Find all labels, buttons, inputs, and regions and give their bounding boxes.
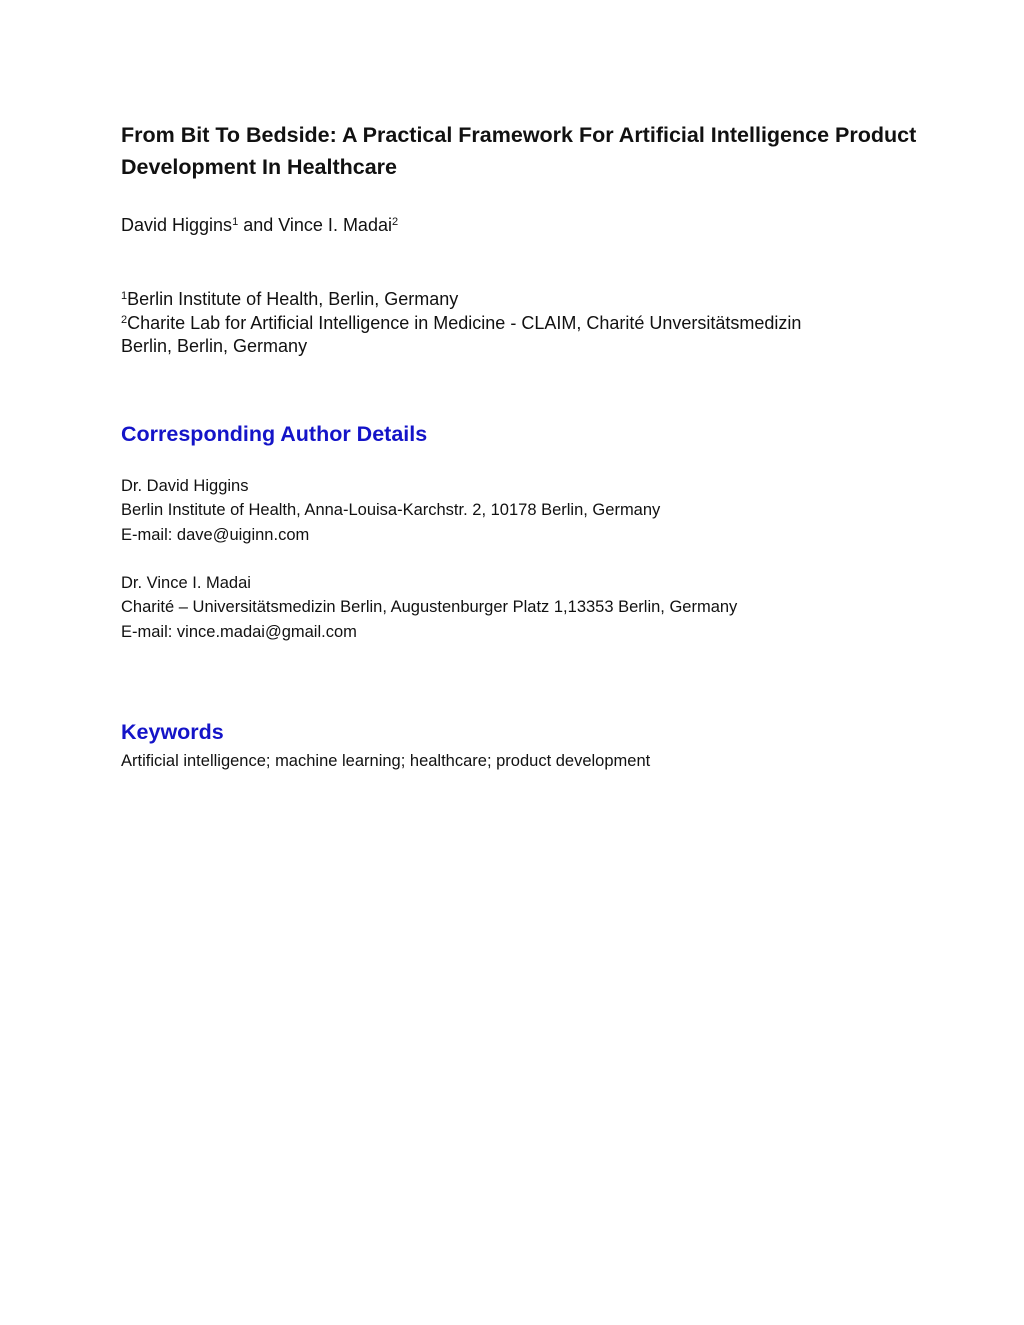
affiliation-2-continuation: Berlin, Berlin, Germany — [121, 336, 308, 356]
contact-address-2: Charité – Universitätsmedizin Berlin, Augustenburger Platz 1,13353 Berlin, Germany — [121, 598, 738, 617]
author-conjunction: and — [238, 215, 279, 235]
corresponding-author-heading: Corresponding Author Details — [121, 422, 428, 446]
affiliation-2 — [121, 312, 921, 336]
affiliation-list — [121, 288, 921, 359]
affiliation-marker-2: 2 — [121, 313, 128, 326]
keywords-text: Artificial intelligence; machine learning; healthcare; product development — [121, 752, 651, 770]
contact-address-1: Berlin Institute of Health, Anna-Louisa-Karchstr. 2, 10178 Berlin, Germany — [121, 501, 661, 520]
affiliation-text-1: Berlin Institute of Health, Berlin, Germany — [127, 289, 459, 309]
author-name-1: David Higgins — [121, 215, 233, 235]
contact-email-2: E-mail: vince.madai@gmail.com — [121, 622, 357, 641]
affiliation-text-2: Charite Lab for Artificial Intelligence in Medicine - CLAIM, Charité Unversitätsmedizin — [127, 312, 802, 333]
contact-email-1: E-mail: dave@uiginn.com — [121, 525, 310, 544]
paper-title: From Bit To Bedside: A Practical Framework For Artificial Intelligence Product Development In Healthcare — [121, 123, 917, 179]
contact-name-2: Dr. Vince I. Madai — [121, 574, 251, 592]
author-affiliation-marker-1: 1 — [232, 216, 239, 228]
author-affiliation-marker-2: 2 — [391, 216, 399, 228]
author-list — [121, 212, 398, 238]
contact-block-2 — [121, 571, 737, 644]
contact-block-1 — [121, 474, 660, 547]
keywords-heading: Keywords — [121, 720, 224, 744]
affiliation-1 — [121, 288, 921, 312]
affiliation-marker-1: 1 — [121, 290, 128, 302]
author-name-2: Vince I. Madai — [278, 215, 392, 235]
contact-name-1: Dr. David Higgins — [121, 477, 249, 495]
